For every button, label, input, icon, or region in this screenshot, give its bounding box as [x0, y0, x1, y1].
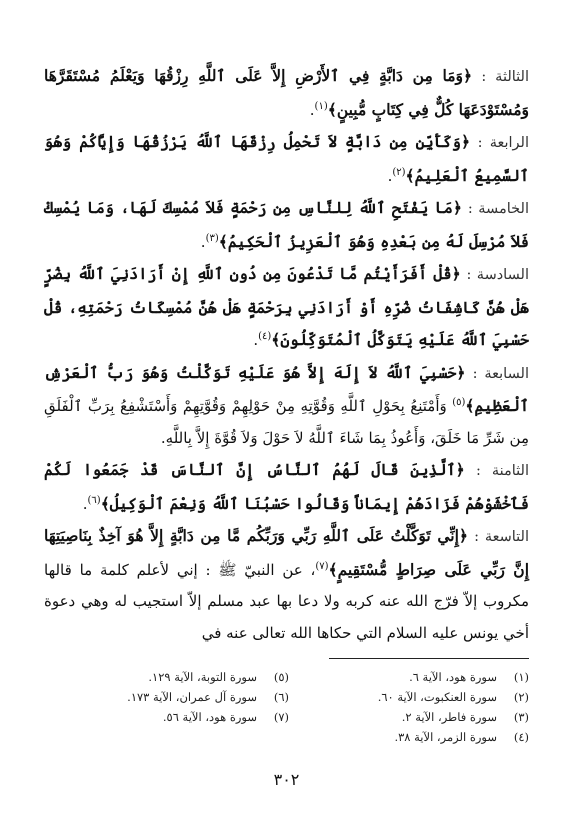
- footnotes: [80, 667, 529, 747]
- footnote-item: [329, 667, 529, 687]
- quran-verse: ﴿حَسْبِيَ ٱللَّهُ لاَ إِلَهَ إِلاَّ هُوَ عَلَيْهِ تَوَكَّلْتُ وَهُوَ رَبُّ ٱلْعَرْشِ ٱلْعَظِيمِ﴾: [44, 362, 529, 415]
- paragraph-tail: .: [200, 232, 206, 251]
- paragraph-label: الثالثة :: [481, 69, 529, 85]
- footnote-text: سورة هود، الآية ٦.: [409, 670, 497, 684]
- footnotes-column-left: [89, 667, 289, 747]
- quran-verse: ﴿وَمَا مِن دَابَّةٍ فِي ٱلأَرْضِ إِلاَّ عَلَى ٱللَّهِ رِزْقُهَا وَيَعْلَمُ مُسْتَقَرَّهَا وَمُسْتَوْدَعَهَا كُلٌّ فِي كِتَابٍ مُّبِينٍ﴾: [44, 66, 529, 119]
- quran-verse: ﴿قُلْ أَفَرَأَيْتُم مَّا تَدْعُونَ مِن دُونِ ٱللَّهِ إِنْ أَرَادَنِيَ ٱللَّهُ بِضُرٍّ هَلْ هُنَّ كَاشِفَاتُ ضُرِّهِ أَوْ أَرَادَنِي بِرَحْمَةٍ هَلْ هُنَّ مُمْسِكَاتُ رَحْمَتِهِ، قُلْ حَسْبِيَ ٱللَّهُ عَلَيْهِ يَتَوَكَّلُ ٱلْمُتَوَكِّلُونَ﴾: [44, 264, 529, 349]
- footnote-text: سورة الزمر، الآية ٣٨.: [394, 730, 497, 744]
- footnote-ref: (٢): [392, 166, 406, 178]
- footnote-ref: (٦): [87, 494, 101, 506]
- footnote-ref: (٤): [258, 330, 272, 342]
- paragraph-label: السادسة :: [466, 267, 529, 283]
- paragraph-ninth: [44, 520, 529, 649]
- footnote-text: سورة العنكبوت، الآية ٦٠.: [377, 690, 497, 704]
- footnote-text: سورة فاطر، الآية ٢.: [401, 710, 497, 724]
- paragraph-tail: .: [82, 494, 88, 513]
- footnote-divider: [329, 658, 529, 659]
- footnote-item: [89, 707, 289, 727]
- footnote-ref: (١): [314, 100, 328, 112]
- footnote-ref: (٧): [315, 560, 329, 572]
- footnotes-column-right: [329, 667, 529, 747]
- page-number: ٣٠٢: [273, 770, 300, 789]
- quran-verse: ﴿وَكَأَيِّن مِن دَابَّةٍ لاَ تَحْمِلُ رِزْقَهَا ٱللَّهُ يَرْزُقُهَا وَإِيَّاكُمْ وَهُوَ ٱلسَّمِيعُ ٱلْعَلِيمُ﴾: [44, 132, 529, 185]
- paragraph-tail: .: [387, 166, 393, 185]
- paragraph-label: الثامنة :: [476, 463, 529, 479]
- footnote-number: (٢): [513, 690, 529, 704]
- footnote-number: (٥): [273, 670, 289, 684]
- footnote-number: (٣): [513, 710, 529, 724]
- quran-verse: ﴿ٱلَّذِينَ قَالَ لَهُمُ ٱلنَّاسُ إِنَّ ٱلنَّاسَ قَدْ جَمَعُوا لَكُمْ فَٱخْشَوْهُمْ فَزَادَهُمْ إِيمَاناً وَقَالُوا حَسْبُنَا ٱللَّهُ وَنِعْمَ ٱلْوَكِيلُ﴾: [44, 460, 529, 513]
- quran-verse: ﴿إِنِّي تَوَكَّلْتُ عَلَى ٱللَّهِ رَبِّي وَرَبِّكُم مَّا مِن دَابَّةٍ إِلاَّ هُوَ آخِذٌ بِنَاصِيَتِهَا إِنَّ رَبِّي عَلَى صِرَاطٍ مُّسْتَقِيمٍ﴾: [44, 526, 530, 579]
- paragraph-label: التاسعة :: [474, 529, 529, 545]
- paragraph-label: الخامسة :: [467, 201, 529, 217]
- quran-verse: ﴿مَا يَفْتَحِ ٱللَّهُ لِلنَّاسِ مِن رَحْمَةٍ فَلاَ مُمْسِكَ لَهَا، وَمَا يُمْسِكْ فَلاَ مُرْسِلَ لَهُ مِن بَعْدِهِ وَهُوَ ٱلْعَزِيزُ ٱلْحَكِيمُ﴾: [44, 198, 529, 251]
- footnote-item: [329, 687, 529, 707]
- paragraph-label: السابعة :: [472, 365, 529, 382]
- footnote-number: (٧): [273, 710, 289, 724]
- paragraph-tail: .: [253, 331, 259, 349]
- footnote-number: (٤): [513, 730, 529, 744]
- paragraph-fourth: [44, 126, 529, 192]
- footnote-number: (٦): [273, 690, 289, 704]
- paragraph-tail: وَأَمْتَنِعُ بِحَوْلِ ٱللَّهِ وَقُوَّتِهِ مِنْ حَوْلِهِمْ وَقُوَّتِهِمْ وَأَسْتَشْفِعُ بِرَبِّ ٱلْفَلَقِ مِن شَرِّ مَا خَلَقَ، وَأَعُوذُ بِمَا شَاءَ ٱللَّهُ لاَ حَوْلَ وَلاَ قُوَّةَ إِلاَّ بِاللَّهِ.: [44, 397, 529, 447]
- footnote-number: (١): [513, 670, 529, 684]
- paragraph-tail: ، عن النبيّ ﷺ : إني لأعلم كلمة ما قالها مكروب إلاّ فرّج الله عنه كربه ولا دعا بها عبد مسلم إلاّ استجيب له وهي دعوة أخي يونس عليه السلام التي حكاها الله تعالى عنه في: [44, 560, 529, 642]
- paragraph-fifth: [44, 192, 529, 258]
- main-text: [44, 60, 529, 649]
- paragraph-sixth: [44, 258, 529, 357]
- paragraph-seventh: [44, 357, 529, 455]
- paragraph-eighth: [44, 454, 529, 520]
- footnote-item: [329, 727, 529, 747]
- paragraph-label: الرابعة :: [477, 135, 530, 151]
- footnote-ref: (٥): [452, 396, 466, 408]
- footnote-item: [89, 687, 289, 707]
- footnote-text: سورة هود، الآية ٥٦.: [162, 710, 257, 724]
- paragraph-third: [44, 60, 529, 126]
- paragraph-tail: .: [309, 100, 315, 119]
- footnote-ref: (٣): [205, 232, 219, 244]
- footnote-text: سورة التوبة، الآية ١٢٩.: [148, 670, 257, 684]
- footnote-item: [89, 667, 289, 687]
- footnote-item: [329, 707, 529, 727]
- footnote-text: سورة آل عمران، الآية ١٧٣.: [127, 690, 257, 704]
